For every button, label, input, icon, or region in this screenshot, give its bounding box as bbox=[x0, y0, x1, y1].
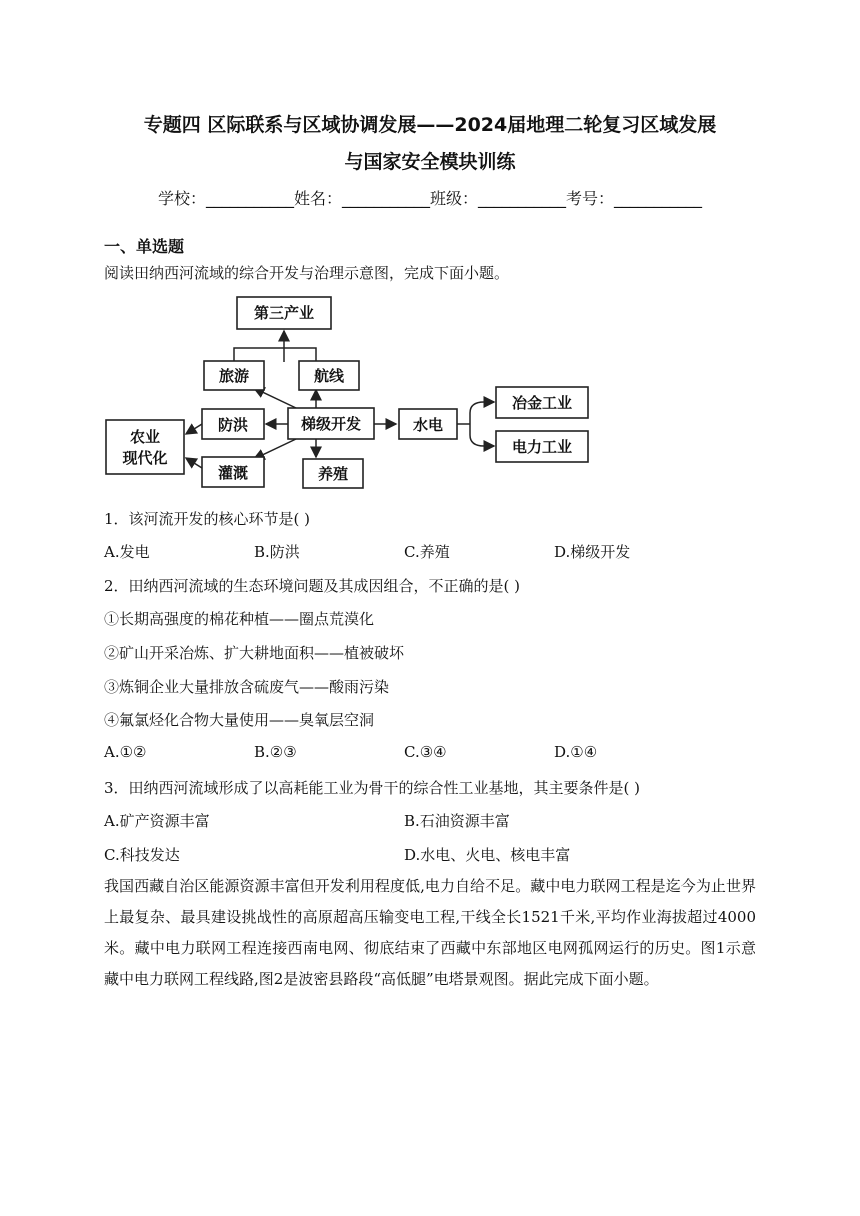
q3-option-d: D.水电、火电、核电丰富 bbox=[404, 846, 571, 864]
arrow-irrigation-to-agri bbox=[186, 458, 202, 468]
q1-option-d: D.梯级开发 bbox=[554, 543, 631, 561]
q1-stem: 1．该河流开发的核心环节是( ) bbox=[104, 510, 311, 528]
q3-option-b: B.石油资源丰富 bbox=[404, 812, 510, 830]
q2-statement-4: ④氟氯烃化合物大量使用——臭氧层空洞 bbox=[104, 711, 375, 729]
arrow-flood-to-agri bbox=[186, 424, 202, 434]
page-title-line1: 专题四 区际联系与区域协调发展——2024届地理二轮复习区域发展 bbox=[143, 114, 717, 136]
arrow-to-irrigation bbox=[254, 439, 296, 459]
q2-option-b: B.②③ bbox=[254, 743, 297, 761]
node-metallurgy: 冶金工业 bbox=[511, 394, 573, 412]
q3-stem: 3．田纳西河流域形成了以高耗能工业为骨干的综合性工业基地，其主要条件是( ) bbox=[104, 779, 641, 797]
node-power: 电力工业 bbox=[511, 438, 573, 456]
page-title-line2: 与国家安全模块训练 bbox=[344, 151, 516, 173]
student-info-line: 学校：___________姓名：___________班级：___________考号：___________ bbox=[157, 189, 702, 208]
q2-statement-1: ①长期高强度的棉花种植——圈点荒漠化 bbox=[104, 610, 375, 628]
q1-option-a: A.发电 bbox=[104, 543, 150, 561]
node-flood: 防洪 bbox=[217, 416, 249, 434]
node-shipping: 航线 bbox=[313, 367, 345, 385]
arrow-to-tourism bbox=[254, 388, 296, 408]
q1-option-b: B.防洪 bbox=[254, 543, 300, 561]
q2-option-a: A.①② bbox=[104, 743, 147, 761]
node-tourism: 旅游 bbox=[218, 367, 250, 385]
node-agri-line2: 现代化 bbox=[122, 449, 168, 467]
node-hydro: 水电 bbox=[412, 416, 444, 434]
q3-option-c: C.科技发达 bbox=[104, 846, 180, 864]
connector-tourism-shipping bbox=[234, 348, 316, 361]
q2-option-c: C.③④ bbox=[404, 743, 447, 761]
node-agri-line1: 农业 bbox=[129, 428, 161, 446]
node-cascade: 梯级开发 bbox=[300, 415, 362, 433]
q2-option-d: D.①④ bbox=[554, 743, 598, 761]
q2-statement-2: ②矿山开采冶炼、扩大耕地面积——植被破坏 bbox=[104, 644, 405, 662]
q3-option-a: A.矿产资源丰富 bbox=[104, 812, 210, 830]
q2-stem: 2．田纳西河流域的生态环境问题及其成因组合，不正确的是( ) bbox=[104, 577, 521, 595]
tennessee-development-diagram bbox=[104, 296, 604, 496]
q1-option-c: C.养殖 bbox=[404, 543, 450, 561]
q2-statement-3: ③炼铜企业大量排放含硫废气——酸雨污染 bbox=[104, 678, 390, 696]
section-title: 一、单选题 bbox=[104, 237, 185, 256]
node-irrigation: 灌溉 bbox=[217, 464, 249, 482]
brace-industries bbox=[470, 402, 484, 446]
section-intro: 阅读田纳西河流域的综合开发与治理示意图，完成下面小题。 bbox=[104, 264, 510, 282]
node-aquaculture: 养殖 bbox=[317, 465, 349, 483]
reading-passage: 我国西藏自治区能源资源丰富但开发利用程度低,电力自给不足。藏中电力联网工程是迄今为止世界上最复杂、最具建设挑战性的高原超高压输变电工程,干线全长1521千米,平均作业海拔超过4000米。藏中电力联网工程连接西南电网、彻底结束了西藏中东部地区电网孤网运行的历史。图1示意藏中电力联网工程线路,图2是波密县路段“高低腿”电塔景观图。据此完成下面小题。 bbox=[104, 877, 756, 988]
node-tertiary: 第三产业 bbox=[253, 304, 315, 322]
